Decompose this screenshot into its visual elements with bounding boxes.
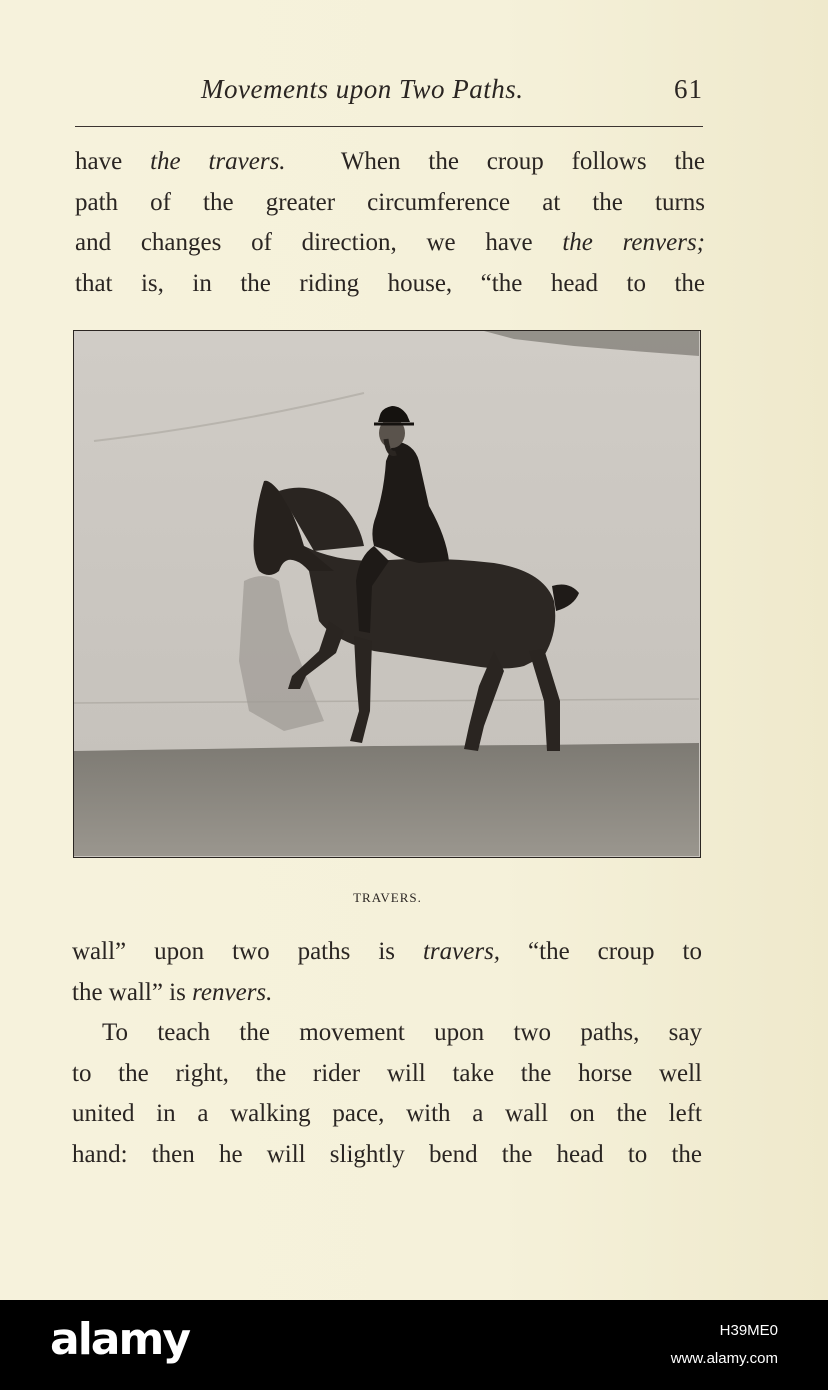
text-run: and changes of direction, we have [75,229,563,257]
text-run: united in a walking pace, with a wall on the left [72,1100,702,1128]
italic-term: renvers. [192,978,273,1006]
text-run: wall” upon two paths is [72,938,423,965]
page-number: 61 [674,74,703,104]
italic-term: the renvers; [562,229,705,257]
text-line [72,1054,702,1095]
text-run: that is, in the riding house, “the head to the [75,269,705,297]
paragraph-bottom [72,932,702,1176]
horse-rider-photo [74,331,699,856]
text-run: the wall” is [72,978,193,1006]
header-rule [75,126,703,127]
text-run: To teach the movement upon two paths, say [102,1019,702,1047]
paragraph-top [75,142,705,304]
text-line [72,1135,702,1176]
text-run: path of the greater circumference at the turns [75,188,705,216]
grass-ground [74,743,699,856]
text-line [72,1094,702,1135]
text-line [72,1013,702,1054]
watermark-footer [0,1300,828,1390]
text-run: to the right, the rider will take the horse well [72,1059,702,1087]
text-line [75,264,705,305]
text-run: hand: then he will slightly bend the head to the [72,1140,702,1168]
running-head [75,72,705,112]
text-run: When the croup follows the [285,148,705,175]
text-line [75,142,705,183]
image-id: H39ME0 [719,1322,778,1339]
text-line [75,223,705,264]
text-run: have [75,148,151,175]
footer-url: www.alamy.com [670,1350,778,1367]
italic-term: travers, [422,938,501,965]
text-line [72,973,702,1014]
figure-caption: TRAVERS. [353,890,422,905]
running-title: Movements upon Two Paths. [201,74,524,104]
text-run: “the croup to [500,938,702,965]
italic-term: the travers. [150,148,286,175]
alamy-logo: alamy [50,1314,189,1365]
text-line [72,932,702,973]
text-line [75,183,705,224]
photo-plate-travers [73,330,701,858]
